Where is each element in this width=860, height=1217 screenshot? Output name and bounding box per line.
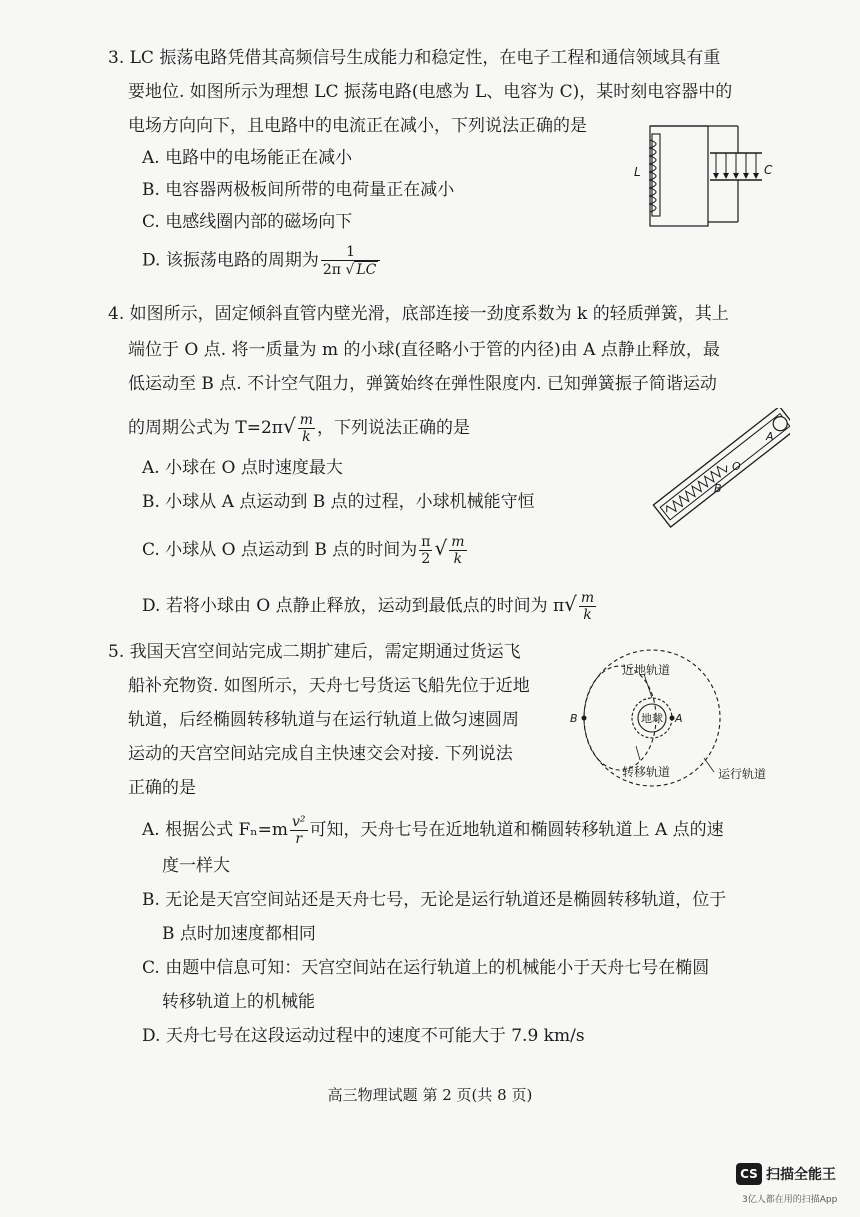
q4-c-mk — [449, 534, 466, 567]
q5-option-c-line2: 转移轨道上的机械能 — [162, 992, 315, 1012]
q3-option-c: C. 电感线圈内部的磁场向下 — [142, 212, 353, 232]
orbit-label-earth: 地球 — [641, 712, 663, 725]
q4-option-a: A. 小球在 O 点时速度最大 — [142, 458, 343, 478]
orbit-label-run: 运行轨道 — [718, 767, 767, 781]
q5-option-a-tail: 可知，天舟七号在近地轨道和椭圆转移轨道上 A 点的速 — [309, 820, 724, 840]
camscanner-logo-icon: CS — [736, 1163, 762, 1185]
q4-c-num: π — [421, 534, 431, 550]
q3-period-denominator: 2π √ LC — [322, 262, 377, 278]
q4-frac-k: k — [302, 429, 311, 445]
lc-label-c: C — [764, 163, 773, 177]
q4-stem-line4: 的周期公式为 T=2π√ $\frac{m}{k}$ ，下列说法正确的是 — [128, 412, 471, 445]
orbit-label-a: A — [675, 712, 683, 725]
q5-a-num: v² — [292, 814, 306, 830]
q5-stem-line4: 运动的天宫空间站完成自主快速交会对接. 下列说法 — [128, 744, 513, 764]
lc-label-l: L — [634, 165, 641, 179]
q3-stem-line2: 要地位. 如图所示为理想 LC 振荡电路(电感为 L、电容为 C)，某时刻电容器中的 — [128, 82, 733, 102]
q4-c-fraction — [419, 534, 432, 567]
q3-option-a: A. 电路中的电场能正在减小 — [142, 148, 353, 168]
orbit-label-b: B — [570, 712, 578, 725]
q4-c-den: 2 — [421, 551, 431, 567]
q4-option-c: C. 小球从 O 点运动到 B 点的时间为 $\frac{\pi}{2}$ √ $\frac{m}{k}$ — [142, 534, 465, 567]
q5-stem-line2: 船补充物资. 如图所示，天舟七号货运飞船先位于近地 — [128, 676, 530, 696]
q5-a-den: r — [295, 831, 303, 847]
q4-option-d: D. 若将小球由 O 点静止释放，运动到最低点的时间为 π√ $\frac{m}{k}$ — [142, 590, 595, 623]
q4-option-c-text: C. 小球从 O 点运动到 B 点的时间为 — [142, 540, 418, 560]
q5-stem-line5: 正确的是 — [128, 778, 196, 798]
tube-label-b: B — [714, 482, 722, 495]
q4-option-d-text: D. 若将小球由 O 点静止释放，运动到最低点的时间为 π — [142, 596, 565, 616]
q3-option-d-text: D. 该振荡电路的周期为 — [142, 250, 319, 271]
q5-option-a-line2: 度一样大 — [162, 856, 230, 876]
lc-circuit-diagram — [630, 118, 780, 230]
q4-frac-m: m — [299, 412, 314, 428]
q5-stem-line1: 5. 我国天宫空间站完成二期扩建后，需定期通过货运飞 — [108, 642, 521, 662]
q4-stem-line1: 4. 如图所示，固定倾斜直管内壁光滑，底部连接一劲度系数为 k 的轻质弹簧，其上 — [108, 304, 729, 324]
brand-name: 扫描全能王 — [766, 1167, 836, 1183]
inclined-tube-diagram — [640, 408, 790, 533]
q3-option-b: B. 电容器两极板间所带的电荷量正在减小 — [142, 180, 455, 200]
q4-d-m: m — [580, 590, 595, 606]
brand-tagline: 3亿人都在用的扫描App — [742, 1195, 838, 1205]
q4-stem-line3: 低运动至 B 点. 不计空气阻力，弹簧始终在弹性限度内. 已知弹簧振子简谐运动 — [128, 374, 717, 394]
q4-d-mk — [579, 590, 596, 623]
q3-stem-line1: 3. LC 振荡电路凭借其高频信号生成能力和稳定性，在电子工程和通信领域具有重 — [108, 48, 721, 68]
q5-option-c: C. 由题中信息可知：天宫空间站在运行轨道上的机械能小于天舟七号在椭圆 — [142, 958, 710, 978]
q3-period-numerator: 1 — [321, 244, 381, 261]
q3-period-fraction — [321, 244, 381, 278]
tube-label-a: A — [766, 430, 774, 443]
q5-option-a — [142, 814, 724, 847]
orbit-label-transfer: 转移轨道 — [622, 765, 671, 779]
q3-period-den-pre: 2π — [322, 262, 341, 278]
q4-period-formula: 的周期公式为 T=2π — [128, 418, 283, 438]
q3-period-radicand: LC — [356, 262, 377, 278]
q5-stem-line3: 轨道，后经椭圆转移轨道与在运行轨道上做匀速圆周 — [128, 710, 519, 730]
orbit-label-near: 近地轨道 — [622, 663, 671, 677]
scanner-brand — [736, 1163, 836, 1185]
orbit-diagram — [566, 640, 786, 790]
q4-option-b: B. 小球从 A 点运动到 B 点的过程，小球机械能守恒 — [142, 492, 535, 512]
page-footer: 高三物理试题 第 2 页(共 8 页) — [327, 1086, 533, 1104]
tube-label-o: O — [732, 460, 741, 473]
q4-stem-line2: 端位于 O 点. 将一质量为 m 的小球(直径略小于管的内径)由 A 点静止释放，最 — [128, 340, 720, 360]
q5-a-fraction — [290, 814, 308, 847]
q4-stem-tail: ，下列说法正确的是 — [317, 418, 471, 438]
q5-option-a-text: A. 根据公式 Fₙ=m — [142, 820, 289, 840]
q5-option-b-line2: B 点时加速度都相同 — [162, 924, 316, 944]
q3-stem-line3: 电场方向向下，且电路中的电流正在减小，下列说法正确的是 — [128, 116, 587, 136]
q4-mk-fraction — [298, 412, 315, 445]
q5-option-d: D. 天舟七号在这段运动过程中的速度不可能大于 7.9 km/s — [142, 1026, 585, 1046]
q5-option-b: B. 无论是天宫空间站还是天舟七号，无论是运行轨道还是椭圆转移轨道，位于 — [142, 890, 727, 910]
q4-d-k: k — [583, 607, 592, 623]
q4-c-k: k — [453, 551, 463, 567]
q3-option-d — [142, 244, 382, 278]
q4-c-m: m — [451, 534, 465, 550]
